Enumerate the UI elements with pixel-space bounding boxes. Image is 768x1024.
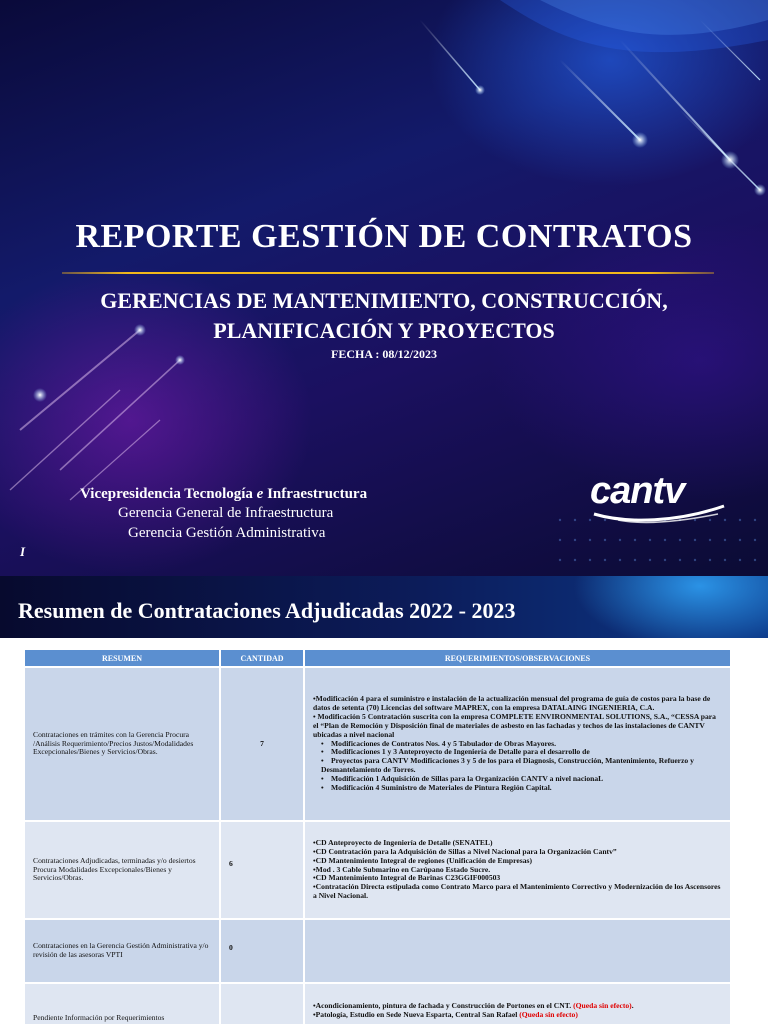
obs-item: •Mod . 3 Cable Submarino en Carúpano Estado Sucre.: [313, 864, 491, 874]
obs-item: •Acondicionamiento, pintura de fachada y Construcción de Portones en el CNT. (Queda sin efecto).: [313, 1001, 634, 1010]
row-resumen: Contrataciones Adjudicadas, terminadas y/o desiertos Procura Modalidades Excepcionales/Bienes y Servicios/Obras.: [24, 821, 220, 919]
row-cantidad: 6: [220, 821, 304, 919]
obs-item: •CD Mantenimiento Integral de Barinas C23GGIF000503: [313, 873, 501, 883]
table-row: [24, 983, 731, 1024]
gerencia-admin-label: Gerencia Gestión Administrativa: [128, 525, 326, 541]
header-cantidad: CANTIDAD: [220, 649, 304, 667]
title-divider: [62, 272, 714, 274]
obs-bullet: • Modificaciones de Contratos Nos. 4 y 5 Tabulador de Obras Mayores.: [313, 740, 722, 749]
row-observaciones: [304, 919, 731, 983]
row-resumen: Pendiente Información por Requerimientos: [24, 983, 220, 1024]
obs-item: •CD Mantenimiento Integral de regiones (Unificación de Empresas): [313, 855, 532, 865]
row-resumen: Contrataciones en la Gerencia Gestión Administrativa y/o revisión de las asesoras VPTI: [24, 919, 220, 983]
logo-wordmark: cantv: [590, 470, 685, 512]
row-cantidad: [220, 983, 304, 1024]
obs-item: • Modificación 5 Contratación suscrita con la empresa COMPLETE ENVIRONMENTAL SOLUTIONS, S.A., “CESSA para el “Plan de Remoción y Disposición final de materiales de asbesto en las fachadas y techos de las instalaciones de CANTV ubicadas a nivel nacional: [313, 711, 716, 739]
obs-item: •Modificación 4 para el suministro e instalación de la actualización mensual del programa de guía de costos para la base de datos de setenta (70) Licencias del software MAPREX, con la empresa DATALAING INGENIERIA, C.A.: [313, 693, 711, 712]
row-cantidad: 0: [220, 919, 304, 983]
header-resumen: RESUMEN: [24, 649, 220, 667]
report-subtitle-line1: GERENCIAS DE MANTENIMIENTO, CONSTRUCCIÓN,: [100, 288, 668, 313]
logo-swoosh-icon: [588, 500, 728, 524]
summary-slide: [0, 576, 768, 1024]
obs-item: •CD Contratación para la Adquisición de Sillas a Nivel Nacional para la Organización Cantv”: [313, 846, 617, 856]
slide-number: I: [20, 544, 26, 559]
report-title: REPORTE GESTIÓN DE CONTRATOS: [75, 218, 693, 255]
table-row: [24, 667, 731, 821]
gerencia-general-label: Gerencia General de Infraestructura: [118, 505, 334, 521]
row-observaciones: [304, 983, 731, 1024]
row-resumen: Contrataciones en trámites con la Gerencia Procura /Análisis Requerimiento/Precios Justos/Modalidades Excepcionales/Bienes y Servicios/Obras.: [24, 667, 220, 821]
table-row: [24, 919, 731, 983]
vicepresidencia-label: Vicepresidencia Tecnología e Infraestructura: [80, 486, 368, 502]
summary-header-band: [0, 576, 768, 638]
obs-item: •Contratación Directa estipulada como Contrato Marco para el Mantenimiento Correctivo y Modernización de los Ascensores a Nivel Nacional.: [313, 882, 721, 901]
table-row: [24, 821, 731, 919]
obs-bullet: • Modificaciones 1 y 3 Anteproyecto de Ingeniería de Detalle para el desarrollo de: [313, 748, 722, 757]
obs-bullet: • Modificación 1 Adquisición de Sillas para la Organización CANTV a nivel nacionaL: [313, 775, 722, 784]
table-header-row: [24, 649, 731, 667]
obs-item: •CD Anteproyecto de Ingeniería de Detalle (SENATEL): [313, 837, 493, 847]
row-observaciones: [304, 667, 731, 821]
obs-bullet: • Proyectos para CANTV Modificaciones 3 y 5 de los para el Diagnosis, Construcción, Mantenimiento, Refuerzo y Desmantelamiento de Torres.: [313, 757, 722, 775]
summary-table: [23, 648, 732, 1024]
obs-bullet: • Modificación 4 Suministro de Materiales de Pintura Región Capital.: [313, 784, 722, 793]
summary-title: Resumen de Contrataciones Adjudicadas 2022 - 2023: [18, 598, 516, 623]
report-date: FECHA : 08/12/2023: [330, 347, 437, 361]
obs-item: •Patología, Estudio en Sede Nueva Esparta, Central San Rafael (Queda sin efecto): [313, 1009, 578, 1019]
header-observaciones: REQUERIMIENTOS/OBSERVACIONES: [304, 649, 731, 667]
row-cantidad: 7: [220, 667, 304, 821]
report-subtitle-line2: PLANIFICACIÓN Y PROYECTOS: [213, 318, 555, 343]
cantv-logo: [588, 470, 728, 530]
row-observaciones: [304, 821, 731, 919]
